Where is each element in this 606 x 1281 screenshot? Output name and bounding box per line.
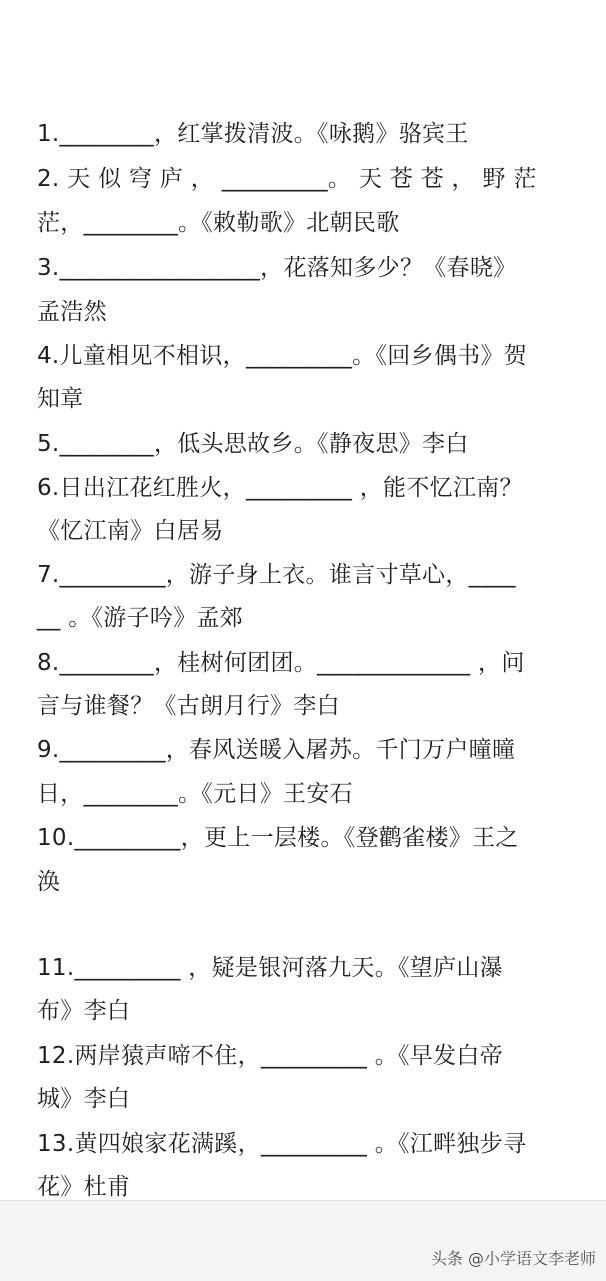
text-line: 孟浩然 [37, 299, 107, 325]
text-line: 花》杜甫 [37, 1174, 131, 1200]
text-line: 城》李白 [37, 1086, 131, 1112]
text-line: 《忆江南》白居易 [37, 518, 224, 544]
top-blank-area [0, 0, 606, 116]
text-line: __ 。《游子吟》孟郊 [37, 605, 244, 631]
text-line: 12.两岸猿声啼不住，_________ 。《早发白帝 [37, 1043, 503, 1069]
text-line: 2. 天 似 穹 庐 ， _________。 天 苍 苍 ， 野 茫 [37, 166, 537, 192]
bottom-bar [0, 1200, 606, 1281]
text-line: 7._________，游子身上衣。谁言寸草心，____ [37, 562, 516, 588]
text-line: 言与谁餐？《古朗月行》李白 [37, 693, 340, 719]
text-line: 布》李白 [37, 998, 131, 1024]
text-line: 8.________，桂树何团团。_____________ ，问 [37, 650, 525, 676]
text-line: 日，________。《元日》王安石 [37, 781, 353, 807]
text-line: 9._________，春风送暖入屠苏。千门万户曈曈 [37, 737, 516, 763]
text-line: 5.________，低头思故乡。《静夜思》李白 [37, 431, 469, 457]
text-line: 知章 [37, 386, 84, 412]
text-line: 涣 [37, 869, 61, 895]
text-line: 13.黄四娘家花满蹊，_________ 。《江畔独步寻 [37, 1131, 527, 1157]
text-line: 10._________，更上一层楼。《登鹳雀楼》王之 [37, 825, 519, 851]
text-line: 1.________，红掌拨清波。《咏鹅》骆宾王 [37, 121, 469, 147]
text-line: 4.儿童相见不相识，_________。《回乡偶书》贺 [37, 343, 528, 369]
text-line: 11._________ ，疑是银河落九天。《望庐山瀑 [37, 955, 503, 981]
text-line: 茫，________。《敕勒歌》北朝民歌 [37, 210, 400, 236]
source-watermark: 头条 @小学语文李老师 [430, 1249, 596, 1268]
text-line: 6.日出江花红胜火，_________ ，能不忆江南？ [37, 475, 523, 501]
text-line: 3._________________，花落知多少？《春晓》 [37, 255, 517, 281]
